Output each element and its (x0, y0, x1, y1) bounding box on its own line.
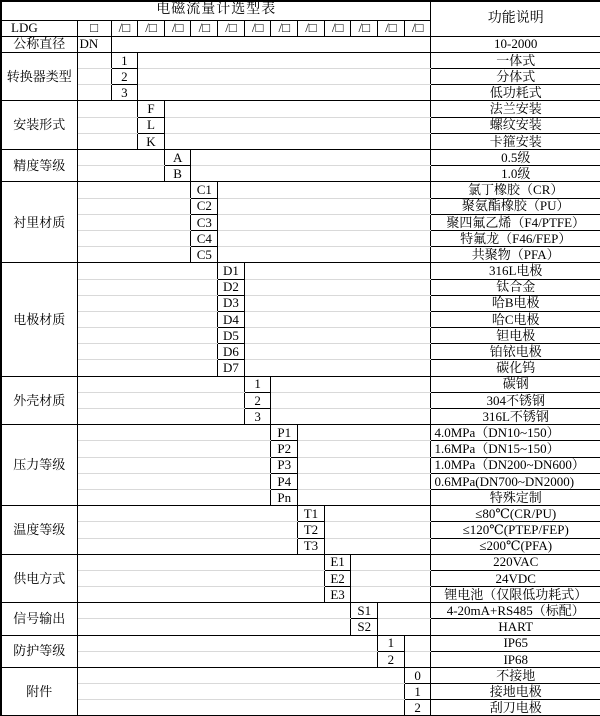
code-cell: E2 (324, 570, 351, 586)
code-cell: 2 (404, 700, 431, 716)
code-cell: K (138, 133, 165, 149)
code-cell: D4 (218, 311, 245, 327)
blank-cell (191, 166, 431, 182)
blank-cell (111, 36, 431, 52)
desc-cell: 24VDC (431, 570, 600, 586)
group-label: 电极材质 (1, 263, 77, 376)
model-slot: /□ (164, 20, 191, 36)
desc-cell: 1.0级 (431, 166, 600, 182)
table-row (1, 328, 600, 344)
table-row (1, 295, 600, 311)
blank-cell (218, 230, 431, 246)
desc-cell: 0.6MPa(DN700~DN2000) (431, 473, 600, 489)
desc-cell: 铂铱电极 (431, 344, 600, 360)
desc-cell: 哈C电极 (431, 311, 600, 327)
table-row (1, 392, 600, 408)
table-row (1, 360, 600, 376)
table-row (1, 651, 600, 667)
blank-cell (298, 457, 431, 473)
blank-cell (77, 182, 191, 198)
blank-cell (77, 230, 191, 246)
blank-cell (244, 263, 431, 279)
desc-cell: 304不锈钢 (431, 392, 600, 408)
table-row (1, 635, 600, 651)
blank-cell (77, 684, 404, 700)
code-cell: T1 (298, 506, 325, 522)
model-slot: /□ (191, 20, 218, 36)
code-cell: D1 (218, 263, 245, 279)
blank-cell (77, 473, 271, 489)
code-cell: DN (77, 36, 111, 52)
code-cell: T2 (298, 522, 325, 538)
table-title: 电磁流量计选型表 (1, 1, 431, 20)
code-cell: P1 (271, 425, 298, 441)
blank-cell (351, 554, 431, 570)
blank-cell (77, 570, 324, 586)
blank-cell (77, 587, 324, 603)
blank-cell (77, 214, 191, 230)
code-cell: D7 (218, 360, 245, 376)
table-row (1, 619, 600, 635)
code-cell: P4 (271, 473, 298, 489)
blank-cell (244, 311, 431, 327)
table-row (1, 52, 600, 68)
desc-cell: 1.0MPa（DN200~DN600） (431, 457, 600, 473)
table-row (1, 117, 600, 133)
group-label: 衬里材质 (1, 182, 77, 263)
blank-cell (218, 247, 431, 263)
table-row (1, 101, 600, 117)
desc-cell: 聚四氟乙烯（F4/PTFE） (431, 214, 600, 230)
code-cell: C5 (191, 247, 218, 263)
table-row (1, 473, 600, 489)
blank-cell (77, 52, 111, 68)
model-slot: /□ (218, 20, 245, 36)
group-label: 供电方式 (1, 554, 77, 603)
desc-cell: 碳钢 (431, 376, 600, 392)
blank-cell (77, 360, 218, 376)
code-cell: 0 (404, 668, 431, 684)
blank-cell (77, 651, 378, 667)
table-row (1, 457, 600, 473)
table-row (1, 506, 600, 522)
blank-cell (77, 700, 404, 716)
desc-cell: 刮刀电极 (431, 700, 600, 716)
blank-cell (298, 425, 431, 441)
blank-cell (244, 295, 431, 311)
table-row (1, 441, 600, 457)
model-prefix: LDG (1, 20, 77, 36)
table-row (1, 684, 600, 700)
code-cell: F (138, 101, 165, 117)
desc-cell: 220VAC (431, 554, 600, 570)
desc-cell: 卡箍安装 (431, 133, 600, 149)
table-row (1, 198, 600, 214)
desc-cell: 分体式 (431, 69, 600, 85)
code-cell: D3 (218, 295, 245, 311)
blank-cell (77, 392, 244, 408)
desc-cell: 特殊定制 (431, 489, 600, 505)
blank-cell (77, 263, 218, 279)
desc-cell: 哈B电极 (431, 295, 600, 311)
table-row (1, 182, 600, 198)
table-row (1, 133, 600, 149)
desc-cell: IP68 (431, 651, 600, 667)
blank-cell (77, 409, 244, 425)
group-label: 防护等级 (1, 635, 77, 667)
blank-cell (77, 603, 351, 619)
group-label: 精度等级 (1, 150, 77, 182)
blank-cell (298, 441, 431, 457)
table-row (1, 344, 600, 360)
code-cell: P3 (271, 457, 298, 473)
table-body (1, 1, 600, 716)
blank-cell (77, 247, 191, 263)
blank-cell (404, 635, 431, 651)
blank-cell (77, 117, 138, 133)
blank-cell (324, 522, 431, 538)
blank-cell (77, 554, 324, 570)
blank-cell (244, 328, 431, 344)
blank-cell (271, 409, 431, 425)
blank-cell (218, 198, 431, 214)
table-row (1, 247, 600, 263)
group-label: 转换器类型 (1, 52, 77, 101)
blank-cell (244, 279, 431, 295)
blank-cell (77, 457, 271, 473)
group-label: 附件 (1, 668, 77, 716)
blank-cell (77, 85, 111, 101)
desc-cell: 锂电池（仅限低功耗式） (431, 587, 600, 603)
blank-cell (77, 69, 111, 85)
model-slot: /□ (378, 20, 405, 36)
desc-cell: ≤120℃(PTEP/FEP) (431, 522, 600, 538)
code-cell: L (138, 117, 165, 133)
blank-cell (298, 489, 431, 505)
code-cell: Pn (271, 489, 298, 505)
desc-cell: ≤200℃(PFA) (431, 538, 600, 554)
table-row (1, 1, 600, 20)
group-label: 外壳材质 (1, 376, 77, 425)
code-cell: 1 (378, 635, 405, 651)
blank-cell (77, 441, 271, 457)
model-slot: /□ (404, 20, 431, 36)
blank-cell (77, 619, 351, 635)
blank-cell (351, 570, 431, 586)
code-cell: T3 (298, 538, 325, 554)
blank-cell (77, 166, 164, 182)
table-row (1, 263, 600, 279)
desc-cell: 316L不锈钢 (431, 409, 600, 425)
desc-cell: 低功耗式 (431, 85, 600, 101)
code-cell: C4 (191, 230, 218, 246)
desc-cell: 钽电极 (431, 328, 600, 344)
blank-cell (77, 328, 218, 344)
desc-cell: 钛合金 (431, 279, 600, 295)
desc-cell: 一体式 (431, 52, 600, 68)
table-row (1, 69, 600, 85)
desc-cell: IP65 (431, 635, 600, 651)
table-row (1, 214, 600, 230)
table-row (1, 166, 600, 182)
function-header: 功能说明 (431, 1, 600, 36)
table-row (1, 522, 600, 538)
code-cell: C3 (191, 214, 218, 230)
code-cell: 2 (244, 392, 271, 408)
model-slot: /□ (111, 20, 138, 36)
desc-cell: 不接地 (431, 668, 600, 684)
code-cell: B (164, 166, 191, 182)
desc-cell: 法兰安装 (431, 101, 600, 117)
code-cell: S1 (351, 603, 378, 619)
blank-cell (77, 522, 298, 538)
code-cell: C2 (191, 198, 218, 214)
desc-cell: ≤80℃(CR/PU) (431, 506, 600, 522)
blank-cell (138, 52, 431, 68)
code-cell: 1 (244, 376, 271, 392)
table-row (1, 538, 600, 554)
blank-cell (244, 360, 431, 376)
blank-cell (244, 344, 431, 360)
group-label: 公称直径 (1, 36, 77, 52)
desc-cell: 氯丁橡胶（CR） (431, 182, 600, 198)
table-row (1, 587, 600, 603)
table-row (1, 230, 600, 246)
blank-cell (164, 101, 431, 117)
desc-cell: 共聚物（PFA） (431, 247, 600, 263)
table-row (1, 36, 600, 52)
table-row (1, 311, 600, 327)
blank-cell (77, 668, 404, 684)
blank-cell (324, 538, 431, 554)
table-row (1, 376, 600, 392)
blank-cell (218, 214, 431, 230)
desc-cell: 1.6MPa（DN15~150） (431, 441, 600, 457)
model-slot: /□ (244, 20, 271, 36)
model-first-box: □ (77, 20, 111, 36)
group-label: 安装形式 (1, 101, 77, 150)
blank-cell (138, 85, 431, 101)
code-cell: D2 (218, 279, 245, 295)
desc-cell: 4-20mA+RS485（标配） (431, 603, 600, 619)
blank-cell (378, 619, 431, 635)
blank-cell (191, 150, 431, 166)
desc-cell: 4.0MPa（DN10~150） (431, 425, 600, 441)
desc-cell: 聚氨酯橡胶（PU） (431, 198, 600, 214)
model-slot: /□ (298, 20, 325, 36)
code-cell: C1 (191, 182, 218, 198)
code-cell: 1 (111, 52, 138, 68)
group-label: 温度等级 (1, 506, 77, 555)
desc-cell: HART (431, 619, 600, 635)
code-cell: S2 (351, 619, 378, 635)
table-row (1, 554, 600, 570)
code-cell: 3 (244, 409, 271, 425)
blank-cell (77, 376, 244, 392)
table-row (1, 150, 600, 166)
desc-cell: 316L电极 (431, 263, 600, 279)
blank-cell (77, 506, 298, 522)
table-row (1, 279, 600, 295)
table-row (1, 668, 600, 684)
code-cell: D5 (218, 328, 245, 344)
blank-cell (77, 489, 271, 505)
desc-cell: 0.5级 (431, 150, 600, 166)
code-cell: 2 (111, 69, 138, 85)
code-cell: E1 (324, 554, 351, 570)
blank-cell (77, 311, 218, 327)
blank-cell (77, 635, 378, 651)
blank-cell (298, 473, 431, 489)
blank-cell (77, 198, 191, 214)
code-cell: P2 (271, 441, 298, 457)
table-row (1, 489, 600, 505)
blank-cell (77, 344, 218, 360)
blank-cell (138, 69, 431, 85)
code-cell: E3 (324, 587, 351, 603)
blank-cell (77, 279, 218, 295)
blank-cell (351, 587, 431, 603)
blank-cell (77, 101, 138, 117)
blank-cell (324, 506, 431, 522)
desc-cell: 10-2000 (431, 36, 600, 52)
desc-cell: 接地电极 (431, 684, 600, 700)
code-cell: D6 (218, 344, 245, 360)
blank-cell (77, 425, 271, 441)
table-row (1, 570, 600, 586)
model-slot: /□ (351, 20, 378, 36)
desc-cell: 螺纹安装 (431, 117, 600, 133)
model-slot: /□ (138, 20, 165, 36)
blank-cell (378, 603, 431, 619)
blank-cell (218, 182, 431, 198)
code-cell: A (164, 150, 191, 166)
blank-cell (77, 538, 298, 554)
table-row (1, 603, 600, 619)
model-slot: /□ (324, 20, 351, 36)
desc-cell: 特氟龙（F46/FEP） (431, 230, 600, 246)
blank-cell (77, 133, 138, 149)
blank-cell (77, 150, 164, 166)
group-label: 压力等级 (1, 425, 77, 506)
table-row (1, 85, 600, 101)
desc-cell: 碳化钨 (431, 360, 600, 376)
group-label: 信号输出 (1, 603, 77, 635)
table-row (1, 700, 600, 716)
blank-cell (271, 376, 431, 392)
model-slot: /□ (271, 20, 298, 36)
code-cell: 3 (111, 85, 138, 101)
blank-cell (271, 392, 431, 408)
code-cell: 2 (378, 651, 405, 667)
table-row (1, 409, 600, 425)
code-cell: 1 (404, 684, 431, 700)
blank-cell (77, 295, 218, 311)
blank-cell (404, 651, 431, 667)
blank-cell (164, 133, 431, 149)
table-row (1, 425, 600, 441)
blank-cell (164, 117, 431, 133)
